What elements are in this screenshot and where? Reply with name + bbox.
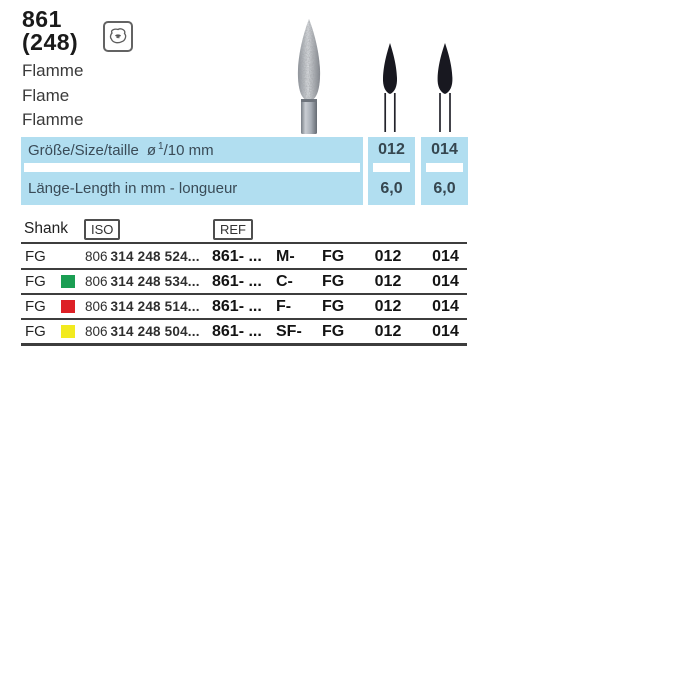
table-row	[21, 320, 467, 343]
size-value: 014	[431, 141, 458, 158]
white-separator-band	[426, 163, 463, 172]
shank-cell: FG	[25, 273, 46, 290]
size-012-cell: 012	[374, 247, 402, 265]
ref-number-cell: 861- ... SF- FG	[212, 322, 345, 340]
size-column-012	[368, 137, 415, 205]
diameter-row-label: Größe/Size/taille ø $^1$/10 mm	[28, 141, 214, 159]
grit-color-square	[61, 325, 75, 338]
grit-color-square	[61, 275, 75, 288]
figure-alt-number: (248)	[22, 29, 79, 55]
size-014-cell: 014	[432, 247, 459, 265]
ref-number-cell: 861- ... M- FG	[212, 247, 345, 265]
shank-cell: FG	[25, 248, 46, 265]
size-014-cell: 014	[432, 272, 459, 290]
size-012-cell: 012	[374, 322, 402, 340]
size-014-cell: 014	[432, 322, 459, 340]
ref-column-header: REF	[213, 219, 253, 240]
size-column-014	[421, 137, 468, 205]
ref-number-cell: 861- ... C- FG	[212, 272, 345, 290]
size-014-cell: 014	[432, 297, 459, 315]
iso-column-header: ISO	[84, 219, 120, 240]
iso-number-cell: 806 314 248 524...	[85, 249, 200, 264]
shape-name-en: Flame	[22, 85, 70, 105]
table-row	[21, 245, 467, 268]
length-value: 6,0	[380, 179, 403, 197]
iso-number-cell: 806 314 248 534...	[85, 274, 200, 289]
shape-name-de: Flamme	[22, 61, 84, 80]
table-row	[21, 295, 467, 318]
grit-cell	[61, 250, 85, 263]
shank-cell: FG	[25, 323, 46, 340]
figure-number: 861	[22, 6, 62, 32]
grit-cell	[61, 325, 85, 338]
white-separator-band	[373, 163, 410, 172]
size-value: 012	[378, 141, 405, 158]
grit-color-square	[61, 300, 75, 313]
length-row-label: Länge-Length in mm - longueur	[28, 180, 238, 197]
shank-cell: FG	[25, 298, 46, 315]
divider	[21, 343, 467, 346]
grit-cell	[61, 300, 85, 313]
ref-number-cell: 861- ... F- FG	[212, 297, 345, 315]
size-table-label-panel	[21, 137, 363, 205]
tooth-occlusal-icon	[103, 21, 133, 52]
divider	[21, 242, 467, 244]
iso-number-cell: 806 314 248 514...	[85, 299, 200, 314]
diamond-bur-photo-icon	[288, 17, 330, 135]
bur-silhouette-014-icon	[432, 42, 458, 134]
shape-name-fr: Flamme	[22, 110, 84, 129]
shank-column-header: Shank	[24, 220, 68, 237]
shape-names	[22, 59, 83, 133]
size-012-cell: 012	[374, 272, 402, 290]
grit-color-square	[61, 250, 75, 263]
iso-number-cell: 806 314 248 504...	[85, 324, 200, 339]
length-value: 6,0	[433, 179, 456, 197]
size-012-cell: 012	[374, 297, 402, 315]
grit-cell	[61, 275, 85, 288]
table-row	[21, 270, 467, 293]
bur-silhouette-012-icon	[377, 42, 403, 134]
white-separator-band	[24, 163, 360, 172]
